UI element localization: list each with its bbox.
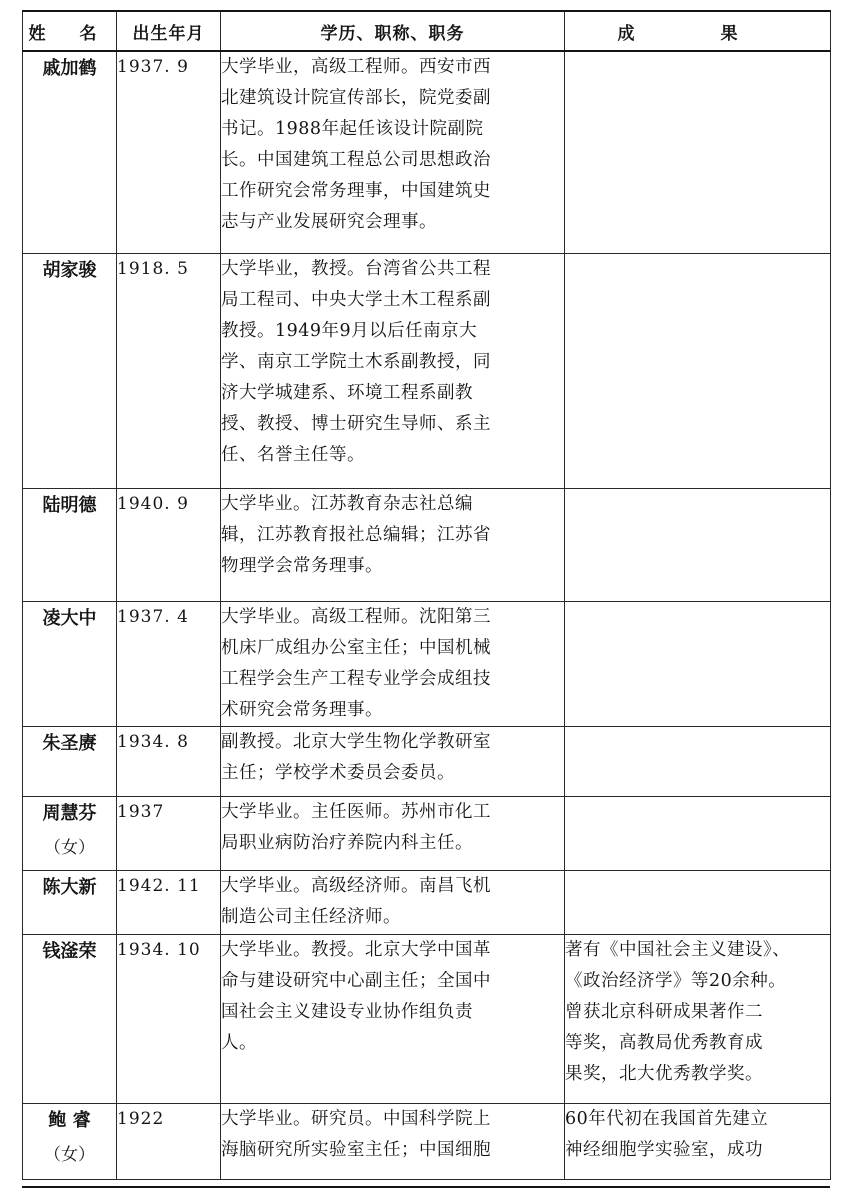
person-name-cell <box>23 253 117 488</box>
person-name: 朱圣赓 <box>42 732 97 754</box>
education-text-line: 大学毕业。研究员。中国科学院上 <box>221 1108 491 1129</box>
column-header-achievements: 成 果 <box>565 11 831 51</box>
education-text-line: 北建筑设计院宣传部长，院党委副 <box>221 88 491 108</box>
achievements-cell <box>565 1103 831 1179</box>
education-title-post-cell <box>221 51 565 253</box>
education-text-line: 书记。1988年起任该设计院副院 <box>221 119 484 139</box>
education-text-line: 大学毕业，高级工程师。西安市西 <box>221 57 491 77</box>
birth-date-cell: 1922 <box>117 1103 221 1179</box>
education-text-line: 主任；学校学术委员会委员。 <box>221 762 455 783</box>
achievement-text-line: 60年代初在我国首先建立 <box>565 1108 769 1129</box>
achievement-text-line: 曾获北京科研成果著作二 <box>565 1001 763 1022</box>
education-title-post-cell <box>221 253 565 488</box>
person-name-cell <box>23 934 117 1103</box>
table-row <box>23 253 831 488</box>
education-text-line: 任、名誉主任等。 <box>221 444 365 465</box>
table-row <box>23 1103 831 1179</box>
education-text-line: 大学毕业。高级工程师。沈阳第三 <box>221 606 491 627</box>
person-name: 钱滏荣 <box>42 940 97 962</box>
education-title-post-cell <box>221 870 565 934</box>
education-text-line: 教授。1949年9月以后任南京大 <box>221 320 478 341</box>
education-title-post-cell <box>221 934 565 1103</box>
achievements-cell <box>565 253 831 488</box>
person-name-cell <box>23 870 117 934</box>
birth-date-cell: 1937. 9 <box>117 51 221 253</box>
education-text-line: 学、南京工学院土木系副教授，同 <box>221 351 491 372</box>
achievements-cell <box>565 601 831 726</box>
birth-date-cell: 1940. 9 <box>117 488 221 601</box>
education-text-line: 制造公司主任经济师。 <box>221 906 401 927</box>
education-text-line: 大学毕业，教授。台湾省公共工程 <box>221 258 491 279</box>
person-name: 陈大新 <box>42 876 97 898</box>
page-bottom-rule <box>22 1186 830 1188</box>
birth-date-cell: 1937 <box>117 796 221 870</box>
column-header-name: 姓 名 <box>23 11 117 51</box>
person-name-cell <box>23 51 117 253</box>
achievement-text-line: 等奖，高教局优秀教育成 <box>565 1032 763 1053</box>
education-text-line: 大学毕业。江苏教育杂志社总编 <box>221 493 473 514</box>
education-title-post-cell <box>221 1103 565 1179</box>
person-gender-note: （女） <box>44 1144 95 1165</box>
achievement-text-line: 著有《中国社会主义建设》、 <box>565 939 791 960</box>
education-text-line: 工程学会生产工程专业学会成组技 <box>221 668 491 689</box>
education-text-line: 志与产业发展研究会理事。 <box>221 212 437 232</box>
achievements-cell <box>565 796 831 870</box>
education-title-post-cell <box>221 601 565 726</box>
education-text-line: 命与建设研究中心副主任；全国中 <box>221 970 491 991</box>
table-row <box>23 870 831 934</box>
education-text-line: 国社会主义建设专业协作组负责 <box>221 1001 473 1022</box>
column-header-education: 学历、职称、职务 <box>221 11 565 51</box>
education-title-post-cell <box>221 726 565 796</box>
achievement-text-line: 果奖，北大优秀教学奖。 <box>565 1063 763 1084</box>
achievements-cell <box>565 870 831 934</box>
person-name: 凌大中 <box>42 607 97 629</box>
education-text-line: 物理学会常务理事。 <box>221 555 383 576</box>
table-header-row <box>23 11 831 51</box>
person-gender-note: （女） <box>44 837 95 858</box>
achievements-cell <box>565 488 831 601</box>
education-text-line: 机床厂成组办公室主任；中国机械 <box>221 637 491 658</box>
education-text-line: 工作研究会常务理事，中国建筑史 <box>221 181 491 201</box>
person-name-cell <box>23 488 117 601</box>
achievements-cell <box>565 726 831 796</box>
education-text-line: 济大学城建系、环境工程系副教 <box>221 382 473 403</box>
education-text-line: 海脑研究所实验室主任；中国细胞 <box>221 1139 491 1160</box>
person-name-cell <box>23 726 117 796</box>
person-name: 周慧芬 <box>42 802 97 824</box>
education-text-line: 大学毕业。高级经济师。南昌飞机 <box>221 875 491 896</box>
birth-date-cell: 1934. 8 <box>117 726 221 796</box>
education-text-line: 长。中国建筑工程总公司思想政治 <box>221 150 491 170</box>
biography-table <box>22 10 831 1180</box>
person-name: 鲍 睿 <box>48 1109 91 1131</box>
education-text-line: 副教授。北京大学生物化学教研室 <box>221 731 491 752</box>
education-title-post-cell <box>221 796 565 870</box>
education-text-line: 辑，江苏教育报社总编辑；江苏省 <box>221 524 491 545</box>
person-name-cell <box>23 601 117 726</box>
table-row <box>23 796 831 870</box>
education-text-line: 大学毕业。主任医师。苏州市化工 <box>221 801 491 822</box>
person-name: 胡家骏 <box>42 259 97 281</box>
person-name: 陆明德 <box>42 494 97 516</box>
education-text-line: 局工程司、中央大学土木工程系副 <box>221 289 491 310</box>
table-row <box>23 726 831 796</box>
birth-date-cell: 1918. 5 <box>117 253 221 488</box>
achievement-text-line: 神经细胞学实验室，成功 <box>565 1139 763 1160</box>
birth-date-cell: 1937. 4 <box>117 601 221 726</box>
person-name-cell <box>23 796 117 870</box>
table-row <box>23 51 831 253</box>
education-text-line: 人。 <box>221 1032 257 1053</box>
table-row <box>23 601 831 726</box>
table-row <box>23 934 831 1103</box>
person-name-cell <box>23 1103 117 1179</box>
birth-date-cell: 1934. 10 <box>117 934 221 1103</box>
education-text-line: 局职业病防治疗养院内科主任。 <box>221 832 473 853</box>
birth-date-cell: 1942. 11 <box>117 870 221 934</box>
column-header-birth: 出生年月 <box>117 11 221 51</box>
education-text-line: 授、教授、博士研究生导师、系主 <box>221 413 491 434</box>
table-row <box>23 488 831 601</box>
achievement-text-line: 《政治经济学》等20余种。 <box>565 970 787 991</box>
achievements-cell <box>565 934 831 1103</box>
education-title-post-cell <box>221 488 565 601</box>
education-text-line: 大学毕业。教授。北京大学中国革 <box>221 939 491 960</box>
person-name: 戚加鹤 <box>42 58 97 79</box>
achievements-cell <box>565 51 831 253</box>
education-text-line: 术研究会常务理事。 <box>221 699 383 720</box>
